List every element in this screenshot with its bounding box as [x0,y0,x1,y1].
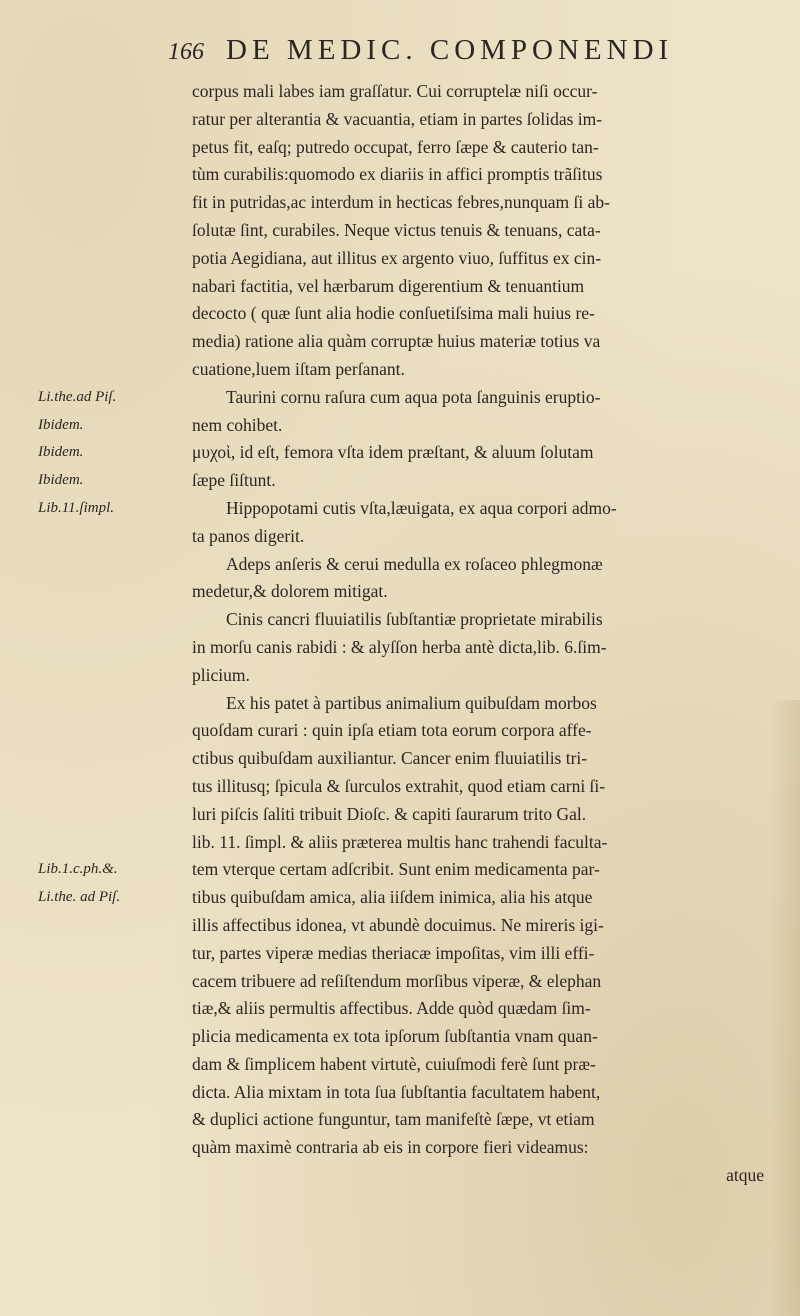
text-line: corpus mali labes iam graſſatur. Cui corruptelæ niſi occur- [192,81,598,101]
running-title: DE MEDIC. COMPONENDI [226,34,674,66]
text-line: illis affectibus idonea, vt abundè docuimus. Ne mireris igi- [192,914,604,935]
text-line: Adeps anſeris & cerui medulla ex roſaceo phlegmonæ [226,553,603,574]
text-line: fit in putridas,ac interdum in hecticas febres,nunquam ſi ab- [192,192,610,213]
text-line: in morſu canis rabidi : & alyſſon herba antè dicta,lib. 6.ſim- [192,636,607,657]
page-edge-shadow [770,700,800,1316]
text-line: cacem tribuere ad reſiſtendum morſibus viperæ, & elephan [192,970,602,991]
text-line: cuatione,luem iſtam perſanant. [192,358,405,379]
text-line: μυχοὶ, id eſt, femora vſta idem præſtant, & aluum ſolutam [192,442,594,463]
margin-note: Lib.11.ſimpl. [38,500,114,516]
text-line: plicia medicamenta ex tota ipſorum ſubſtantia vnam quan- [192,1026,598,1047]
text-line: & duplici actione funguntur, tam manifeſtè ſæpe, vt etiam [192,1109,595,1130]
text-line: lib. 11. ſimpl. & aliis præterea multis hanc trahendi faculta- [192,831,608,852]
text-line: Ex his patet à partibus animalium quibuſdam morbos [226,692,597,713]
margin-note: Li.the.ad Piſ. [38,388,117,405]
text-line: tem vterque certam adſcribit. Sunt enim medicamenta par- [192,859,600,880]
text-line: ta panos digerit. [192,525,305,546]
text-line: ctibus quibuſdam auxiliantur. Cancer enim fluuiatilis tri- [192,748,588,769]
page-number: 166 [168,39,204,65]
text-line: Cinis cancri fluuiatilis ſubſtantiæ proprietate mirabilis [226,609,603,630]
text-line: ſæpe ſiſtunt. [192,470,276,491]
page-header [168,34,788,74]
text-line: ratur per alterantia & vacuantia, etiam in partes ſolidas im- [192,108,603,129]
text-line: medetur,& dolorem mitigat. [192,581,388,602]
text-line: media) ratione alia quàm corruptæ huius materiæ totius va [192,331,601,352]
margin-note: Ibidem. [38,472,84,489]
text-line: dam & ſimplicem habent virtutè, cuiuſmodi ferè ſunt præ- [192,1053,596,1074]
text-line: quàm maximè contraria ab eis in corpore fieri videamus: [192,1137,589,1158]
text-line: Taurini cornu raſura cum aqua pota ſanguinis eruptio- [226,386,601,407]
text-line: dicta. Alia mixtam in tota ſua ſubſtantia facultatem habent, [192,1081,601,1102]
text-line: tùm curabilis:quomodo ex diariis in affici promptis trãſitus [192,164,603,185]
text-line: ſolutæ ſint, curabiles. Neque victus tenuis & tenuans, cata- [192,219,601,240]
text-line: petus fit, eaſq; putredo occupat, ferro ſæpe & cauterio tan- [192,136,599,157]
text-line: nem cohibet. [192,414,283,435]
text-line: plicium. [192,664,250,685]
text-line: decocto ( quæ ſunt alia hodie conſuetiſsima mali huius re- [192,303,595,324]
text-line: tiæ,& aliis permultis affectibus. Adde quòd quædam ſim- [192,998,591,1019]
margin-note: Li.the. ad Piſ. [38,889,121,906]
text-line: quoſdam curari : quin ipſa etiam tota eorum corpora affe- [192,720,592,741]
margin-note: Lib.1.c.ph.&. [38,861,118,878]
text-line: potia Aegidiana, aut illitus ex argento viuo, ſuffitus ex cin- [192,247,602,268]
text-line: nabari factitia, vel hærbarum digerentium & tenuantium [192,275,585,296]
text-line: tus illitusq; ſpicula & ſurculos extrahit, quod etiam carni ſi- [192,775,606,796]
body-text [192,78,772,1190]
text-line: tibus quibuſdam amica, alia iiſdem inimica, alia his atque [192,887,593,908]
catchword: atque [726,1165,764,1186]
text-line: Hippopotami cutis vſta,læuigata, ex aqua corpori admo- [226,497,617,518]
text-line: tur, partes viperæ medias theriacæ impoſitas, vim illi effi- [192,942,595,963]
margin-note: Ibidem. [38,416,84,433]
text-line: luri piſcis ſaliti tribuit Dioſc. & capiti ſaurarum trito Gal. [192,803,587,824]
margin-note: Ibidem. [38,444,84,461]
